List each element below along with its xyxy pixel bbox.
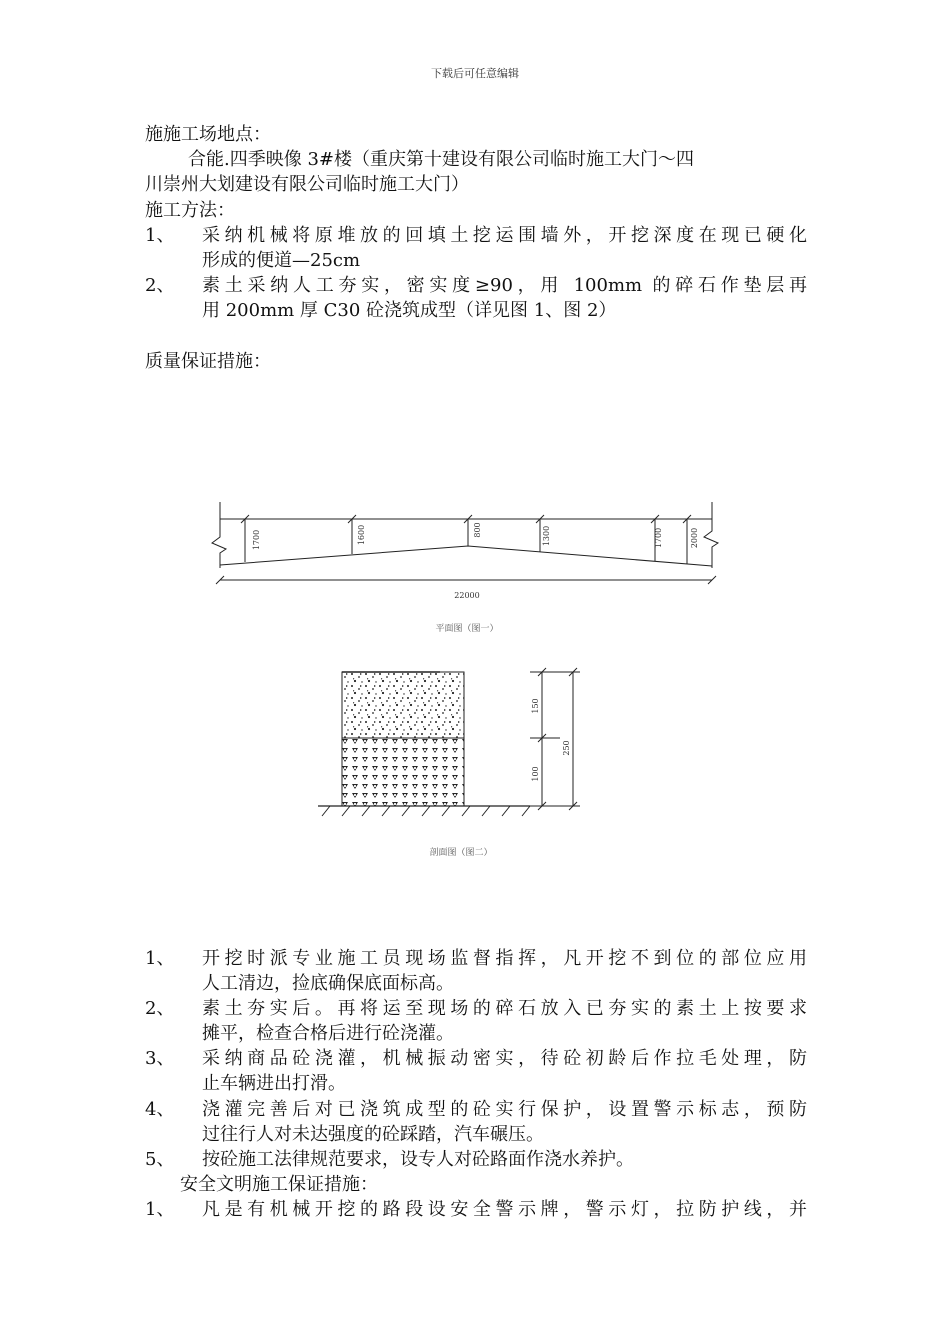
overall-dim-label: 22000: [454, 591, 480, 600]
location-heading: 施施工场地点：: [145, 124, 271, 145]
figure1-caption: 平面图（图一）: [435, 624, 499, 634]
quality-line: 摊平，检查合格后进行砼浇灌。: [202, 1023, 454, 1044]
dim-label: 2000: [690, 527, 699, 549]
quality-number: 1、: [145, 948, 175, 969]
quality-number: 5、: [145, 1149, 175, 1170]
dim-label: 1300: [542, 525, 551, 547]
quality-line: 素土夯实后。再将运至现场的碎石放入已夯实的素土上按要求: [202, 998, 807, 1019]
quality-line: 过往行人对未达强度的砼踩踏，汽车碾压。: [202, 1124, 544, 1145]
dim-label: 1700: [654, 527, 663, 549]
method-line: 用 200mm 厚 C30 砼浇筑成型（详见图 1、图 2）: [202, 300, 617, 321]
method-line: 形成的便道—25cm: [202, 250, 361, 271]
dim-label: 100: [531, 766, 540, 782]
location-line-1: 合能.四季映像 3#楼（重庆第十建设有限公司临时施工大门～四: [188, 149, 694, 170]
quality-line: 采纳商品砼浇灌，机械振动密实，待砼初龄后作拉毛处理，防: [202, 1048, 807, 1069]
figure2-caption: 剖面图（图二）: [429, 848, 493, 858]
method-number: 1、: [145, 225, 175, 246]
ground-hatch: [322, 806, 530, 816]
dim-label: 800: [473, 522, 482, 538]
quality-number: 3、: [145, 1048, 175, 1069]
method-number: 2、: [145, 275, 175, 296]
method-line: 采纳机械将原堆放的回填土挖运围墙外，开挖深度在现已硬化: [202, 225, 807, 246]
gravel-layer: [342, 738, 464, 806]
dim-label: 250: [562, 740, 571, 756]
quality-line: 人工清边，捡底确保底面标高。: [202, 973, 454, 994]
dim-label: 1700: [252, 529, 261, 551]
location-line-2: 川崇州大划建设有限公司临时施工大门）: [145, 174, 469, 195]
quality-line: 浇灌完善后对已浇筑成型的砼实行保护，设置警示标志，预防: [202, 1099, 807, 1120]
quality-line: 开挖时派专业施工员现场监督指挥，凡开挖不到位的部位应用: [202, 948, 807, 969]
safety-heading: 安全文明施工保证措施：: [180, 1174, 378, 1195]
method-heading: 施工方法：: [145, 200, 235, 221]
page-header: 下载后可任意编辑: [431, 67, 519, 80]
quality-line: 按砼施工法律规范要求，设专人对砼路面作浇水养护。: [202, 1149, 634, 1170]
safety-line: 凡是有机械开挖的路段设安全警示牌，警示灯，拉防护线，并: [202, 1199, 807, 1220]
dim-label: 1600: [357, 524, 366, 546]
method-line: 素土采纳人工夯实，密实度≥90，用 100mm 的碎石作垫层再: [202, 275, 807, 296]
quality-number: 2、: [145, 998, 175, 1019]
safety-number: 1、: [145, 1199, 175, 1220]
concrete-layer: [342, 672, 464, 738]
quality-number: 4、: [145, 1099, 175, 1120]
quality-line: 止车辆进出打滑。: [202, 1073, 346, 1094]
dim-label: 150: [531, 698, 540, 714]
quality-heading: 质量保证措施：: [145, 351, 271, 372]
